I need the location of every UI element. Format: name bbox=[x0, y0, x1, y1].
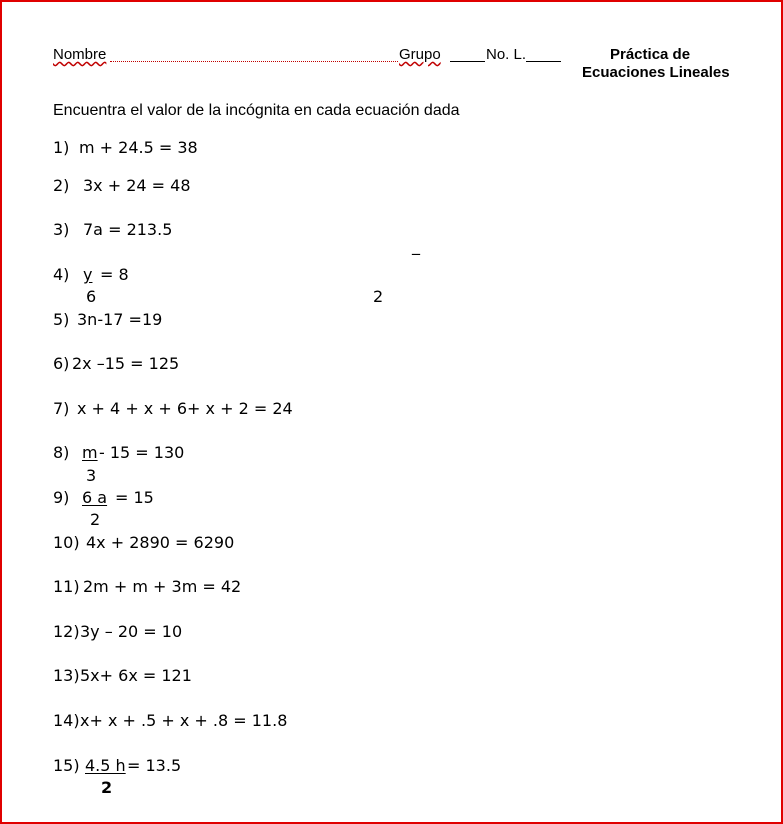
grupo-label: Grupo bbox=[399, 46, 441, 63]
problem-3-number: 3) bbox=[53, 220, 70, 239]
problem-12-number: 12) bbox=[53, 622, 80, 641]
nombre-label: Nombre bbox=[53, 46, 107, 63]
instructions: Encuentra el valor de la incógnita en cada ecuación dada bbox=[53, 102, 460, 119]
nombre-blank[interactable] bbox=[110, 61, 398, 62]
grupo-blank[interactable] bbox=[450, 61, 485, 62]
problem-9-denominator: 2 bbox=[90, 510, 101, 529]
problem-5-number: 5) bbox=[53, 310, 70, 329]
problem-15-rest: = 13.5 bbox=[127, 756, 182, 775]
problem-9-rest: = 15 bbox=[115, 488, 154, 507]
problem-11-number: 11) bbox=[53, 577, 80, 596]
problem-4-denominator: 6 bbox=[86, 287, 97, 306]
problem-8-denominator: 3 bbox=[86, 466, 97, 485]
problem-2-equation: 3x + 24 = 48 bbox=[83, 176, 191, 195]
problem-6-number: 6) bbox=[53, 354, 70, 373]
problem-9-number: 9) bbox=[53, 488, 70, 507]
problem-14-number: 14) bbox=[53, 711, 80, 730]
problem-8-rest: - 15 = 130 bbox=[99, 443, 185, 462]
problem-8-number: 8) bbox=[53, 443, 70, 462]
nol-blank[interactable] bbox=[526, 61, 561, 62]
problem-1-equation: m + 24.5 = 38 bbox=[79, 138, 198, 157]
title-line-2: Ecuaciones Lineales bbox=[582, 64, 730, 81]
problem-5-equation: 3n-17 =19 bbox=[77, 310, 163, 329]
stray-dash: _ bbox=[412, 236, 420, 255]
problem-15-number: 15) bbox=[53, 756, 80, 775]
problem-13-equation: 5x+ 6x = 121 bbox=[80, 666, 192, 685]
problem-7-equation: x + 4 + x + 6+ x + 2 = 24 bbox=[77, 399, 293, 418]
problem-4-number: 4) bbox=[53, 265, 70, 284]
stray-two: 2 bbox=[373, 287, 384, 306]
problem-10-number: 10) bbox=[53, 533, 80, 552]
problem-15-denominator: 2 bbox=[101, 778, 113, 797]
problem-10-equation: 4x + 2890 = 6290 bbox=[86, 533, 235, 552]
problem-12-equation: 3y – 20 = 10 bbox=[80, 622, 183, 641]
problem-8-numerator: m bbox=[82, 443, 98, 462]
problem-3-equation: 7a = 213.5 bbox=[83, 220, 173, 239]
problem-1-number: 1) bbox=[53, 138, 70, 157]
problem-14-equation: x+ x + .5 + x + .8 = 11.8 bbox=[80, 711, 288, 730]
problem-6-equation: 2x –15 = 125 bbox=[72, 354, 180, 373]
nol-label: No. L. bbox=[486, 46, 527, 63]
problem-11-equation: 2m + m + 3m = 42 bbox=[83, 577, 242, 596]
problem-13-number: 13) bbox=[53, 666, 80, 685]
problem-4-rest: = 8 bbox=[100, 265, 129, 284]
problem-9-numerator: 6 a bbox=[82, 488, 108, 507]
problem-2-number: 2) bbox=[53, 176, 70, 195]
title-line-1: Práctica de bbox=[610, 46, 691, 63]
problem-4-numerator: y bbox=[83, 265, 93, 284]
problem-15-numerator: 4.5 h bbox=[85, 756, 126, 775]
problem-7-number: 7) bbox=[53, 399, 70, 418]
